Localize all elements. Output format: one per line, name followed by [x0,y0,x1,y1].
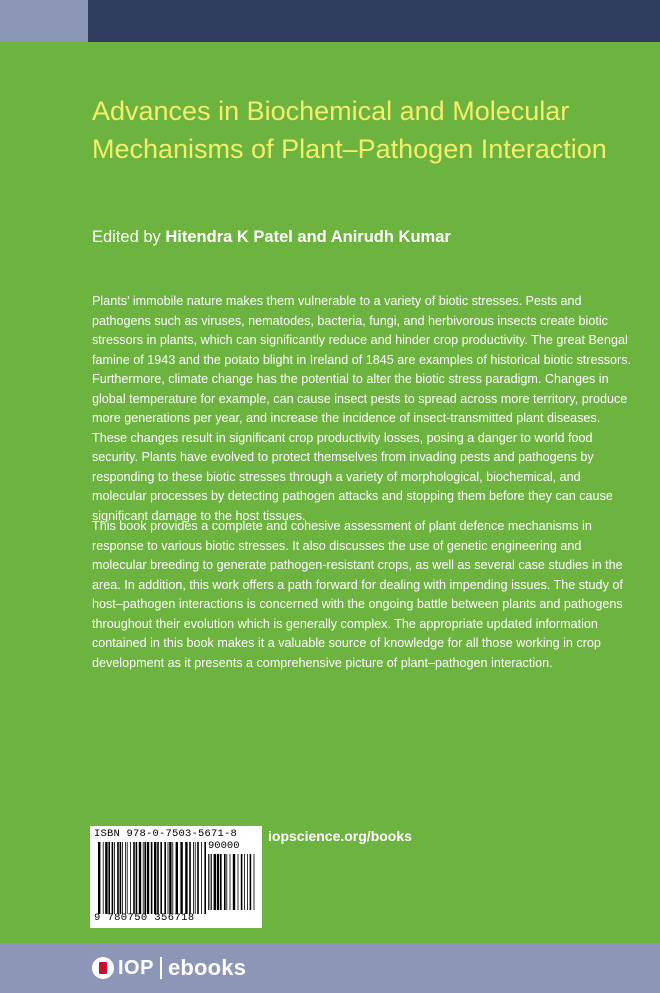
barcode-bar [143,842,144,914]
barcode-bar [244,854,245,910]
barcode-bar [172,842,173,914]
barcode-bar [112,842,114,914]
barcode-bar [157,842,159,914]
barcode-bar [193,842,194,914]
barcode-bar [233,854,235,910]
barcode-digits: 9 780750 356718 [94,912,195,924]
barcode-bar [195,842,196,914]
barcode-bar [180,842,182,914]
isbn-text: ISBN 978-0-7503-5671-8 [94,828,238,840]
top-bar [0,0,660,42]
top-bar-accent [0,0,88,42]
barcode-bar [105,842,107,914]
barcode-bar [226,854,227,910]
barcode-bar [154,842,156,914]
barcode-bar [147,842,149,914]
barcode-addon-bars-icon [208,854,256,910]
logo-divider [160,957,162,979]
price-code: 90000 [208,840,240,852]
publisher-logo [92,955,246,981]
barcode-bar [250,854,252,910]
barcode-bar [130,842,131,914]
barcode-bar [98,842,100,914]
barcode-bar [127,842,128,914]
barcode-bar [169,842,171,914]
barcode-bar [211,854,212,910]
ebooks-wordmark: ebooks [167,955,247,980]
barcode-bar [189,842,191,914]
barcode-bar [168,842,169,914]
barcode-bar [204,842,206,914]
barcode-bars-icon [98,842,206,914]
blurb-paragraph-1: Plants’ immobile nature makes them vulnerable to a variety of biotic stresses. Pests and pathogens such as viruses, nematodes, bacteria, fungi, and herbivorous insects create biotic stressors in plants, which can significantly reduce and hinder crop productivity. The great Bengal famine of 1943 and the potato blight in Ireland of 1845 are examples of historical biotic stressors. Furthermore, climate change has the potential to alter the biotic stress paradigm. Changes in global temperature for example, can cause insect pests to spread across more territory, produce more generations per year, and increase the incidence of insect-transmitted plant diseases. These changes result in significant crop productivity losses, posing a danger to world food security. Plants have evolved to protect themselves from invading pests and pathogens by responding to these biotic stresses through a variety of morphological, biochemical, and molecular processes by detecting pathogen attacks and stopping them before they can cause significant damage to the host tissues. [92,294,632,523]
barcode-bar [210,854,211,910]
barcode-bar [108,842,110,914]
iop-wordmark: IOP [118,956,154,979]
editors-names: Hitendra K Patel and Anirudh Kumar [165,228,451,246]
barcode-bar [136,842,138,914]
barcode-bar [103,842,104,914]
barcode-bar [144,842,146,914]
editors-prefix: Edited by [92,228,166,246]
barcode-bar [230,854,231,910]
barcode-bar [164,842,166,914]
barcode [90,826,262,928]
barcode-bar [217,854,219,910]
barcode-bar [197,842,199,914]
barcode-bar [122,842,123,914]
barcode-bar [241,854,243,910]
barcode-bar [220,854,222,910]
barcode-bar [238,854,239,910]
barcode-bar [176,842,178,914]
iop-logo-icon [92,957,114,979]
website-link[interactable]: iopscience.org/books [268,828,412,844]
book-title: Advances in Biochemical and Molecular Mechanisms of Plant–Pathogen Interaction [92,96,607,164]
barcode-bar [247,854,248,910]
barcode-bar [208,854,209,910]
barcode-bar [254,854,255,910]
barcode-bar [160,842,162,914]
barcode-bar [117,842,119,914]
barcode-bar [224,854,226,910]
barcode-bar [201,842,202,914]
barcode-bar [114,842,115,914]
barcode-bar [125,842,126,914]
barcode-bar [133,842,135,914]
barcode-bar [139,842,141,914]
blurb-paragraph-2: This book provides a complete and cohesive assessment of plant defence mechanisms in response to various biotic stresses. It also discusses the use of genetic engineering and molecular breeding to generate pathogen-resistant crops, as well as several case studies in the area. In addition, this work offers a path forward for dealing with impending issues. The study of host–pathogen interactions is concerned with the ongoing battle between plants and pathogens throughout their evolution which is generally complex. The appropriate updated information contained in this book makes it a valuable source of knowledge for all those working in crop development as it presents a comprehensive picture of plant–pathogen interaction. [92,519,623,670]
editors-line [92,228,451,247]
barcode-bar [120,842,122,914]
barcode-bar [185,842,187,914]
barcode-bar [151,842,153,914]
barcode-bar [214,854,216,910]
